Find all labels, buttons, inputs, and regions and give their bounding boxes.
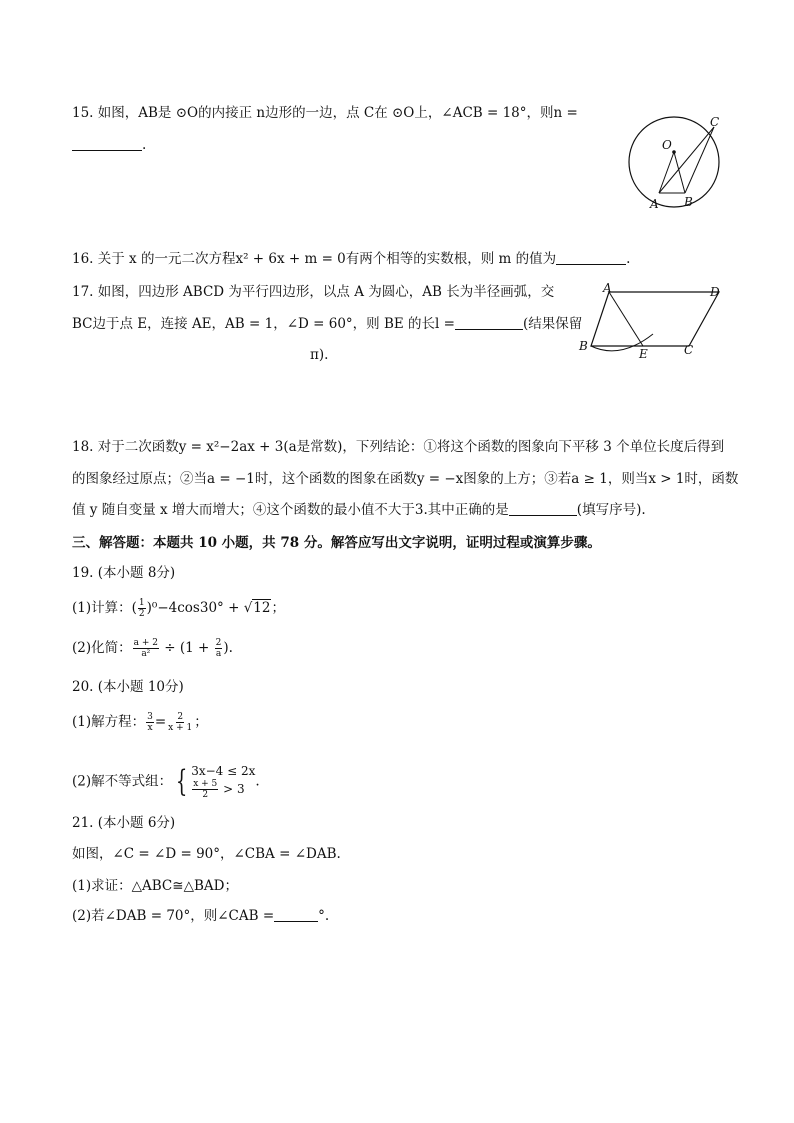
q20-title: 20. (本小题 10分) <box>72 679 184 695</box>
q21-p2-stem: (2)若∠DAB = 70°，则∠CAB = <box>72 908 275 924</box>
q18-line3 <box>72 501 646 519</box>
q19-p1-label: (1)计算： <box>72 600 132 616</box>
q16-blank[interactable] <box>556 250 626 265</box>
q17-blank[interactable] <box>455 315 523 330</box>
q20-part1: (1)解方程： $\frac{3}{x}$ = $\frac{2}{x + 1}$ ； <box>72 712 208 733</box>
figure-q15-circle <box>622 112 732 216</box>
fraction-2-over-a: $\frac{2}{a}$ <box>215 638 222 659</box>
q20-p1-label: (1)解方程： <box>72 714 146 730</box>
q15-answer-line <box>72 136 146 154</box>
q18-blank[interactable] <box>509 501 577 516</box>
fraction-half: $\frac{1}{2}$ <box>138 598 145 619</box>
q15-blank[interactable] <box>72 136 142 151</box>
q19-p2-label: (2)化简： <box>72 640 132 656</box>
q20-part2: (2)解不等式组： { 3x−4 ≤ 2x $\frac{x + 5}{2}$ > 3 . <box>72 764 260 800</box>
q18-stem: 值 y 随自变量 x 增大而增大；④这个函数的最小值不大于3.其中正确的是 <box>72 502 509 518</box>
q15-stem: 15. 如图，AB是 ⊙O的内接正 n边形的一边，点 C在 ⊙O上，∠ACB = 18°，则n = <box>72 105 578 121</box>
q16-text <box>72 250 630 268</box>
q16-stem: 16. 关于 x 的一元二次方程x² + 6x + m = 0有两个相等的实数根，则 m 的值为 <box>72 251 557 267</box>
q19-part2: (2)化简： $\frac{a + 2}{\text{a²}}$ ÷ (1 + $\frac{2}{a}$ ). <box>72 638 233 659</box>
label-e: E <box>639 347 648 361</box>
label-c: C <box>684 343 694 357</box>
q16-end: . <box>626 251 631 267</box>
inequality-system <box>191 764 255 800</box>
q19-sqrt-value: 12 <box>253 600 271 616</box>
q18-line2: 的图象经过原点；②当a = −1时，这个函数的图象在函数y = −x图象的上方；③若a ≥ 1，则当x > 1时，函数 <box>72 471 739 487</box>
inequality-2: $\frac{x + 5}{2}$ > 3 <box>193 779 245 800</box>
label-c: C <box>710 115 720 129</box>
q21-part2: (2)若∠DAB = 70°，则∠CAB = °. <box>72 908 330 924</box>
q21-part1: (1)求证：△ABC≅△BAD； <box>72 878 238 894</box>
fraction-2-over-x-plus-1: $\frac{2}{x + 1}$ <box>168 712 193 733</box>
label-b: B <box>579 339 588 353</box>
label-d: D <box>710 285 720 299</box>
q17-stem: BC边于点 E，连接 AE，AB = 1，∠D = 60°，则 BE 的长l = <box>72 316 455 332</box>
q19-title: 19. (本小题 8分) <box>72 565 176 581</box>
fraction-3-over-x: $\frac{3}{x}$ <box>147 712 153 733</box>
parallelogram-abcd <box>591 292 719 346</box>
fraction-a-plus-2-over-a-squared: $\frac{a + 2}{\text{a²}}$ <box>133 638 158 659</box>
q17-line2-end: (结果保留 <box>522 316 583 332</box>
q15-text <box>72 104 578 122</box>
q17-line2 <box>72 315 582 333</box>
label-b: B <box>684 195 693 209</box>
label-a: A <box>650 197 659 211</box>
sqrt-icon: √ <box>243 600 253 616</box>
q18-line1: 18. 对于二次函数y = x²−2ax + 3(a是常数)，下列结论：①将这个函数的图象向下平移 3 个单位长度后得到 <box>72 439 725 455</box>
q21-given: 如图，∠C = ∠D = 90°，∠CBA = ∠DAB. <box>72 846 341 862</box>
section-3-heading: 三、解答题：本题共 10 小题，共 78 分。解答应写出文字说明，证明过程或演算步骤。 <box>72 535 601 551</box>
brace-icon: { <box>175 764 188 799</box>
label-a: A <box>603 282 612 295</box>
q20-p2-label: (2)解不等式组： <box>72 773 173 790</box>
q19-p1-rest: ⁰−4cos30° + <box>151 600 244 616</box>
q21-blank[interactable] <box>274 907 318 922</box>
q17-line1: 17. 如图，四边形 ABCD 为平行四边形，以点 A 为圆心，AB 长为半径画弧，交 <box>72 284 555 300</box>
q19-part1: (1)计算：( $\frac{1}{2}$ )⁰−4cos30° + √12； <box>72 598 285 619</box>
q18-end: (填写序号). <box>576 502 646 518</box>
label-o: O <box>662 138 672 152</box>
q17-line3: π). <box>310 347 329 363</box>
q15-end: . <box>142 137 147 153</box>
q21-title: 21. (本小题 6分) <box>72 815 176 831</box>
figure-q17-parallelogram <box>575 282 725 362</box>
inequality-1: 3x−4 ≤ 2x <box>191 764 256 778</box>
